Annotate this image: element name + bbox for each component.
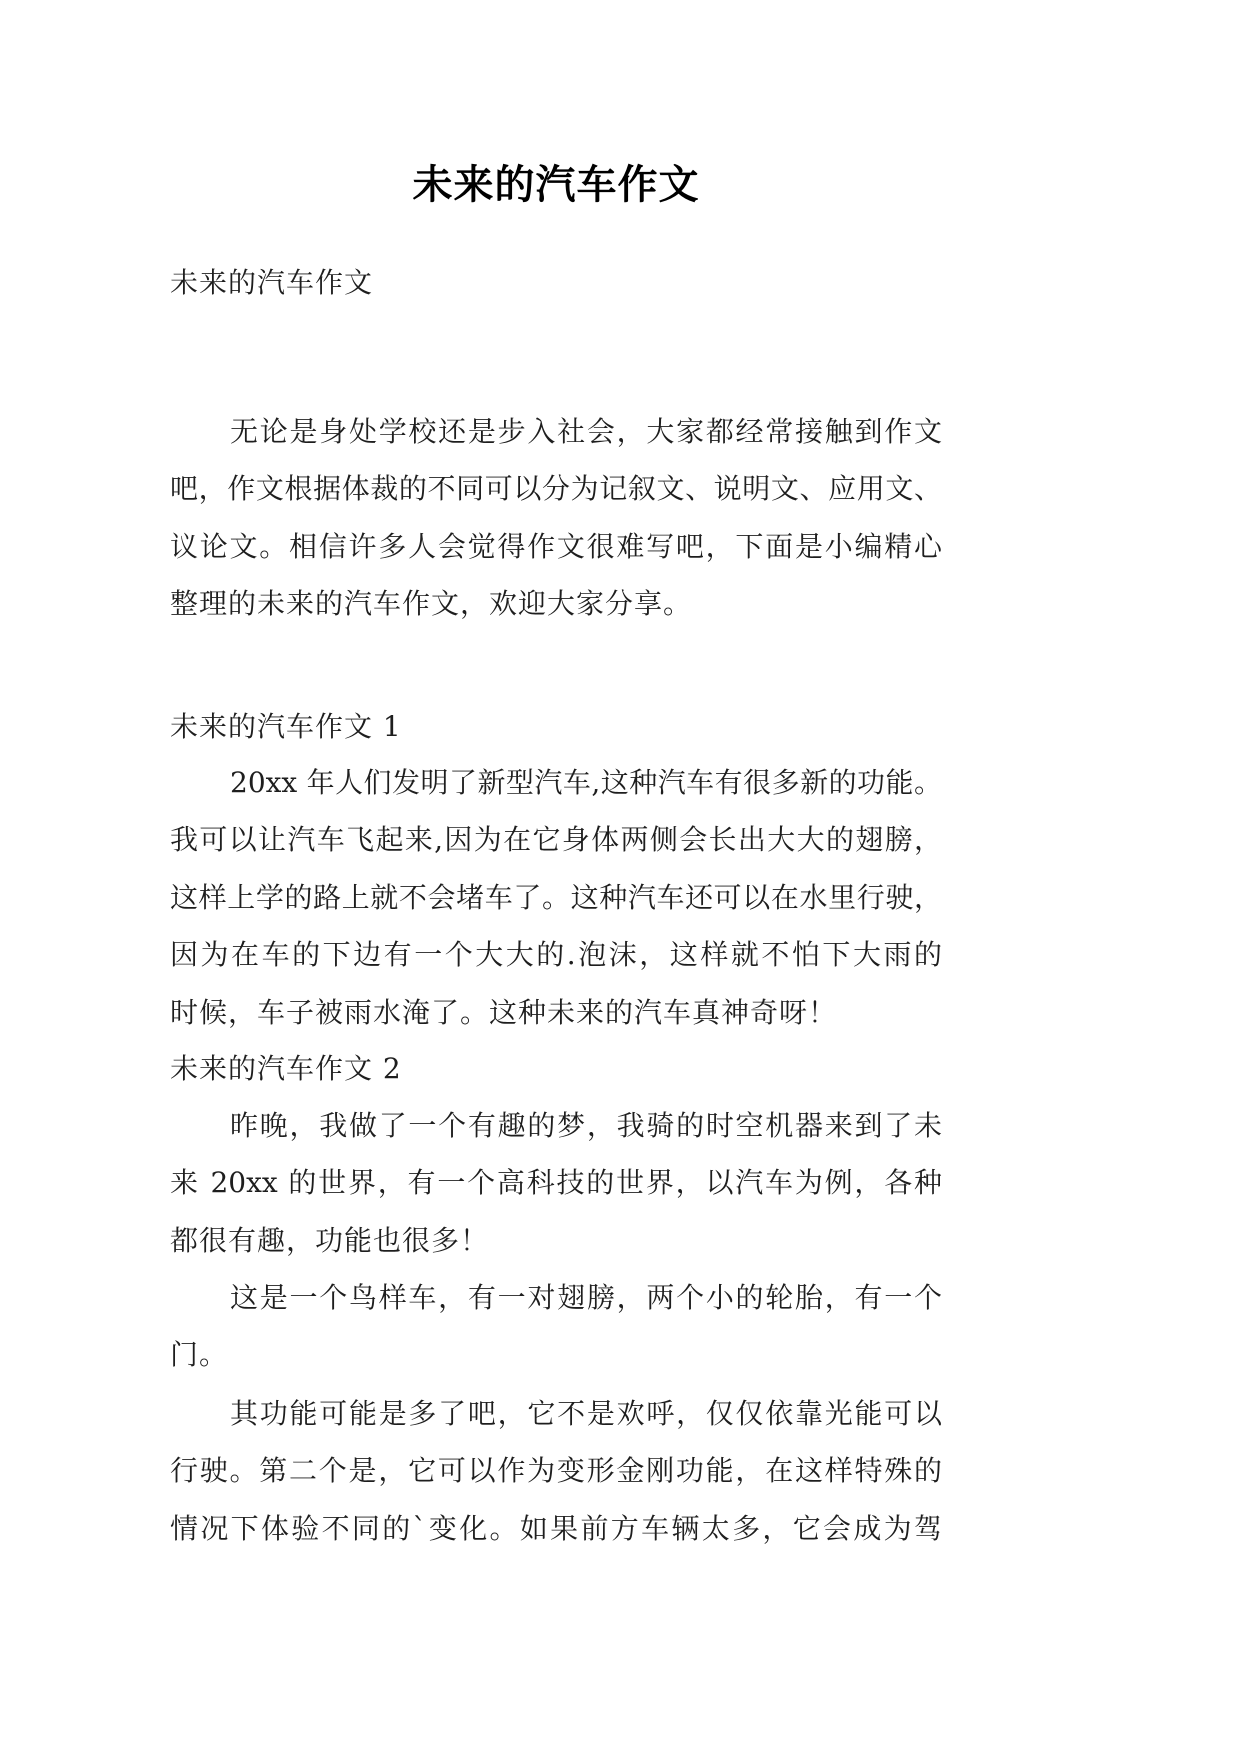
text-line: 来 20xx 的世界，有一个高科技的世界，以汽车为例，各种 <box>170 1166 942 1200</box>
subtitle: 未来的汽车作文 <box>170 266 374 299</box>
text-line: 行驶。第二个是，它可以作为变形金刚功能，在这样特殊的 <box>170 1454 942 1488</box>
section-heading-block <box>170 1040 942 1097</box>
text-line: 都很有趣，功能也很多！ <box>170 1223 490 1257</box>
paragraph <box>170 1269 942 1384</box>
text-line: 情况下体验不同的`变化。如果前方车辆太多，它会成为驾 <box>170 1511 942 1545</box>
subtitle-block <box>170 254 942 311</box>
text-line: 昨晚，我做了一个有趣的梦，我骑的时空机器来到了未 <box>230 1109 942 1142</box>
document-title: 未来的汽车作文 <box>412 161 700 208</box>
text-line: 时候，车子被雨水淹了。这种未来的汽车真神奇呀！ <box>170 995 838 1029</box>
paragraph <box>170 1097 942 1269</box>
paragraph <box>170 754 942 1041</box>
text-line: 20xx 年人们发明了新型汽车,这种汽车有很多新的功能。 <box>230 766 942 799</box>
intro-paragraph <box>170 403 942 633</box>
text-line: 这是一个鸟样车，有一对翅膀，两个小的轮胎，有一个 <box>230 1281 942 1314</box>
text-line: 无论是身处学校还是步入社会，大家都经常接触到作文 <box>230 415 942 448</box>
section-heading: 未来的汽车作文 2 <box>170 1052 402 1085</box>
paragraph <box>170 1385 942 1557</box>
text-line: 吧，作文根据体裁的不同可以分为记叙文、说明文、应用文、 <box>170 472 942 506</box>
text-line: 门。 <box>170 1338 229 1372</box>
text-line: 这样上学的路上就不会堵车了。这种汽车还可以在水里行驶， <box>170 880 942 914</box>
section-heading-block <box>170 698 942 755</box>
text-line: 整理的未来的汽车作文，欢迎大家分享。 <box>170 587 693 621</box>
text-line: 因为在车的下边有一个大大的.泡沫，这样就不怕下大雨的 <box>170 938 942 972</box>
text-line: 其功能可能是多了吧，它不是欢呼，仅仅依靠光能可以 <box>230 1397 942 1430</box>
section-heading: 未来的汽车作文 1 <box>170 710 402 743</box>
text-line: 我可以让汽车飞起来,因为在它身体两侧会长出大大的翅膀， <box>170 823 942 857</box>
text-line: 议论文。相信许多人会觉得作文很难写吧，下面是小编精心 <box>170 529 942 563</box>
